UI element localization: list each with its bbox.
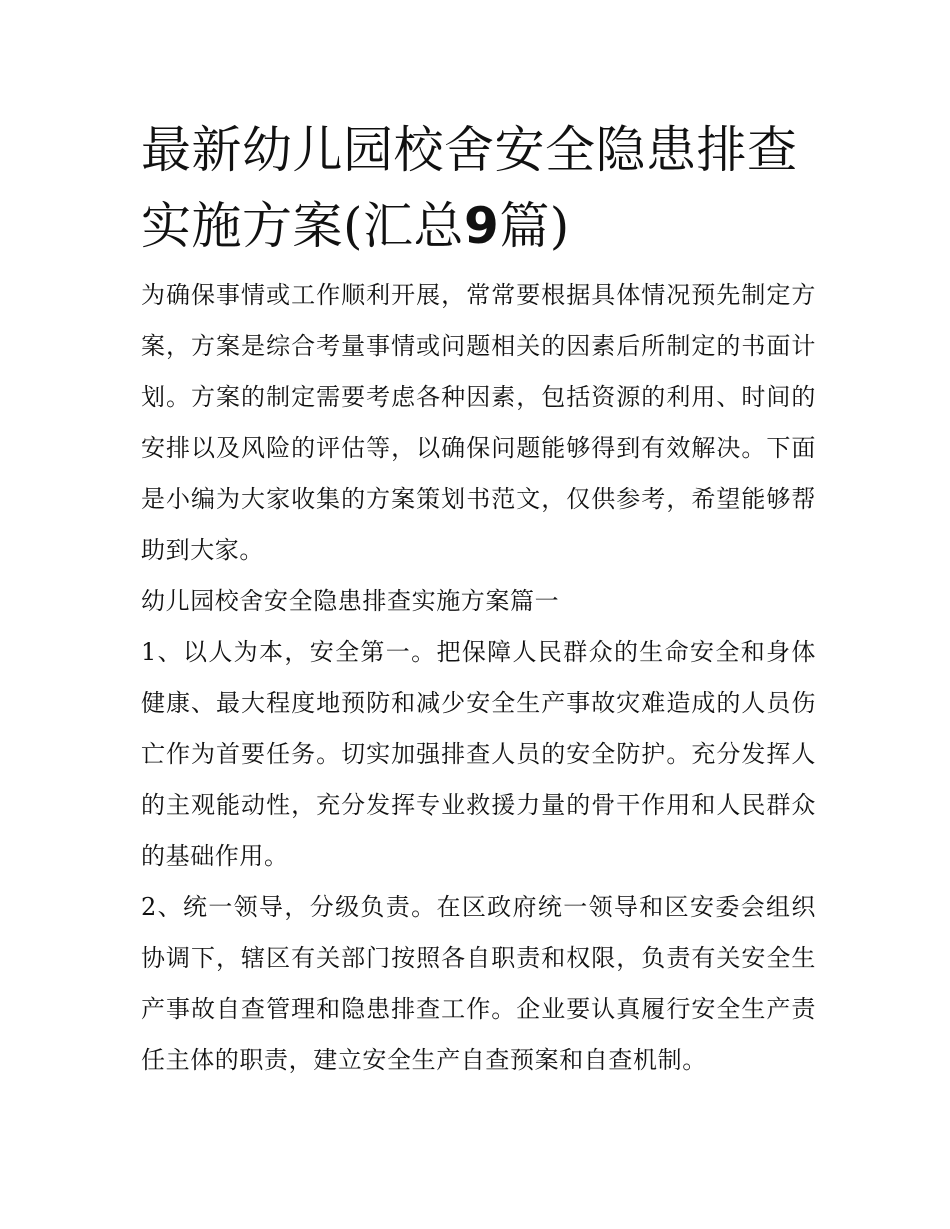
title-line-2-suffix: 篇) [499,197,570,255]
list-item: 1、以人为本，安全第一。把保障人民群众的生命安全和身体健康、最大程度地预防和减少安全生产事故灾难造成的人员伤亡作为首要任务。切实加强排查人员的安全防护。充分发挥人的主观能动性，充分发挥专业救援力量的骨干作用和人民群众的基础作用。 [141,638,816,870]
list-item: 2、统一领导，分级负责。在区政府统一领导和区安委会组织协调下，辖区有关部门按照各自职责和权限，负责有关安全生产事故自查管理和隐患排查工作。企业要认真履行安全生产责任主体的职责，建立安全生产自查预案和自查机制。 [141,893,816,1074]
title-line-2-number: 9 [464,197,500,255]
document-title [141,112,816,264]
intro-paragraph: 为确保事情或工作顺利开展，常常要根据具体情况预先制定方案，方案是综合考量事情或问题相关的因素后所制定的书面计划。方案的制定需要考虑各种因素，包括资源的利用、时间的安排以及风险的评估等，以确保问题能够得到有效解决。下面是小编为大家收集的方案策划书范文，仅供参考，希望能够帮助到大家。 [141,281,816,564]
section-heading: 幼儿园校舍安全隐患排查实施方案篇一 [141,587,560,615]
document-body [141,112,816,1086]
title-line-1: 最新幼儿园校舍安全隐患排查 [141,121,798,179]
title-line-2-prefix: 实施方案(汇总 [141,197,465,255]
